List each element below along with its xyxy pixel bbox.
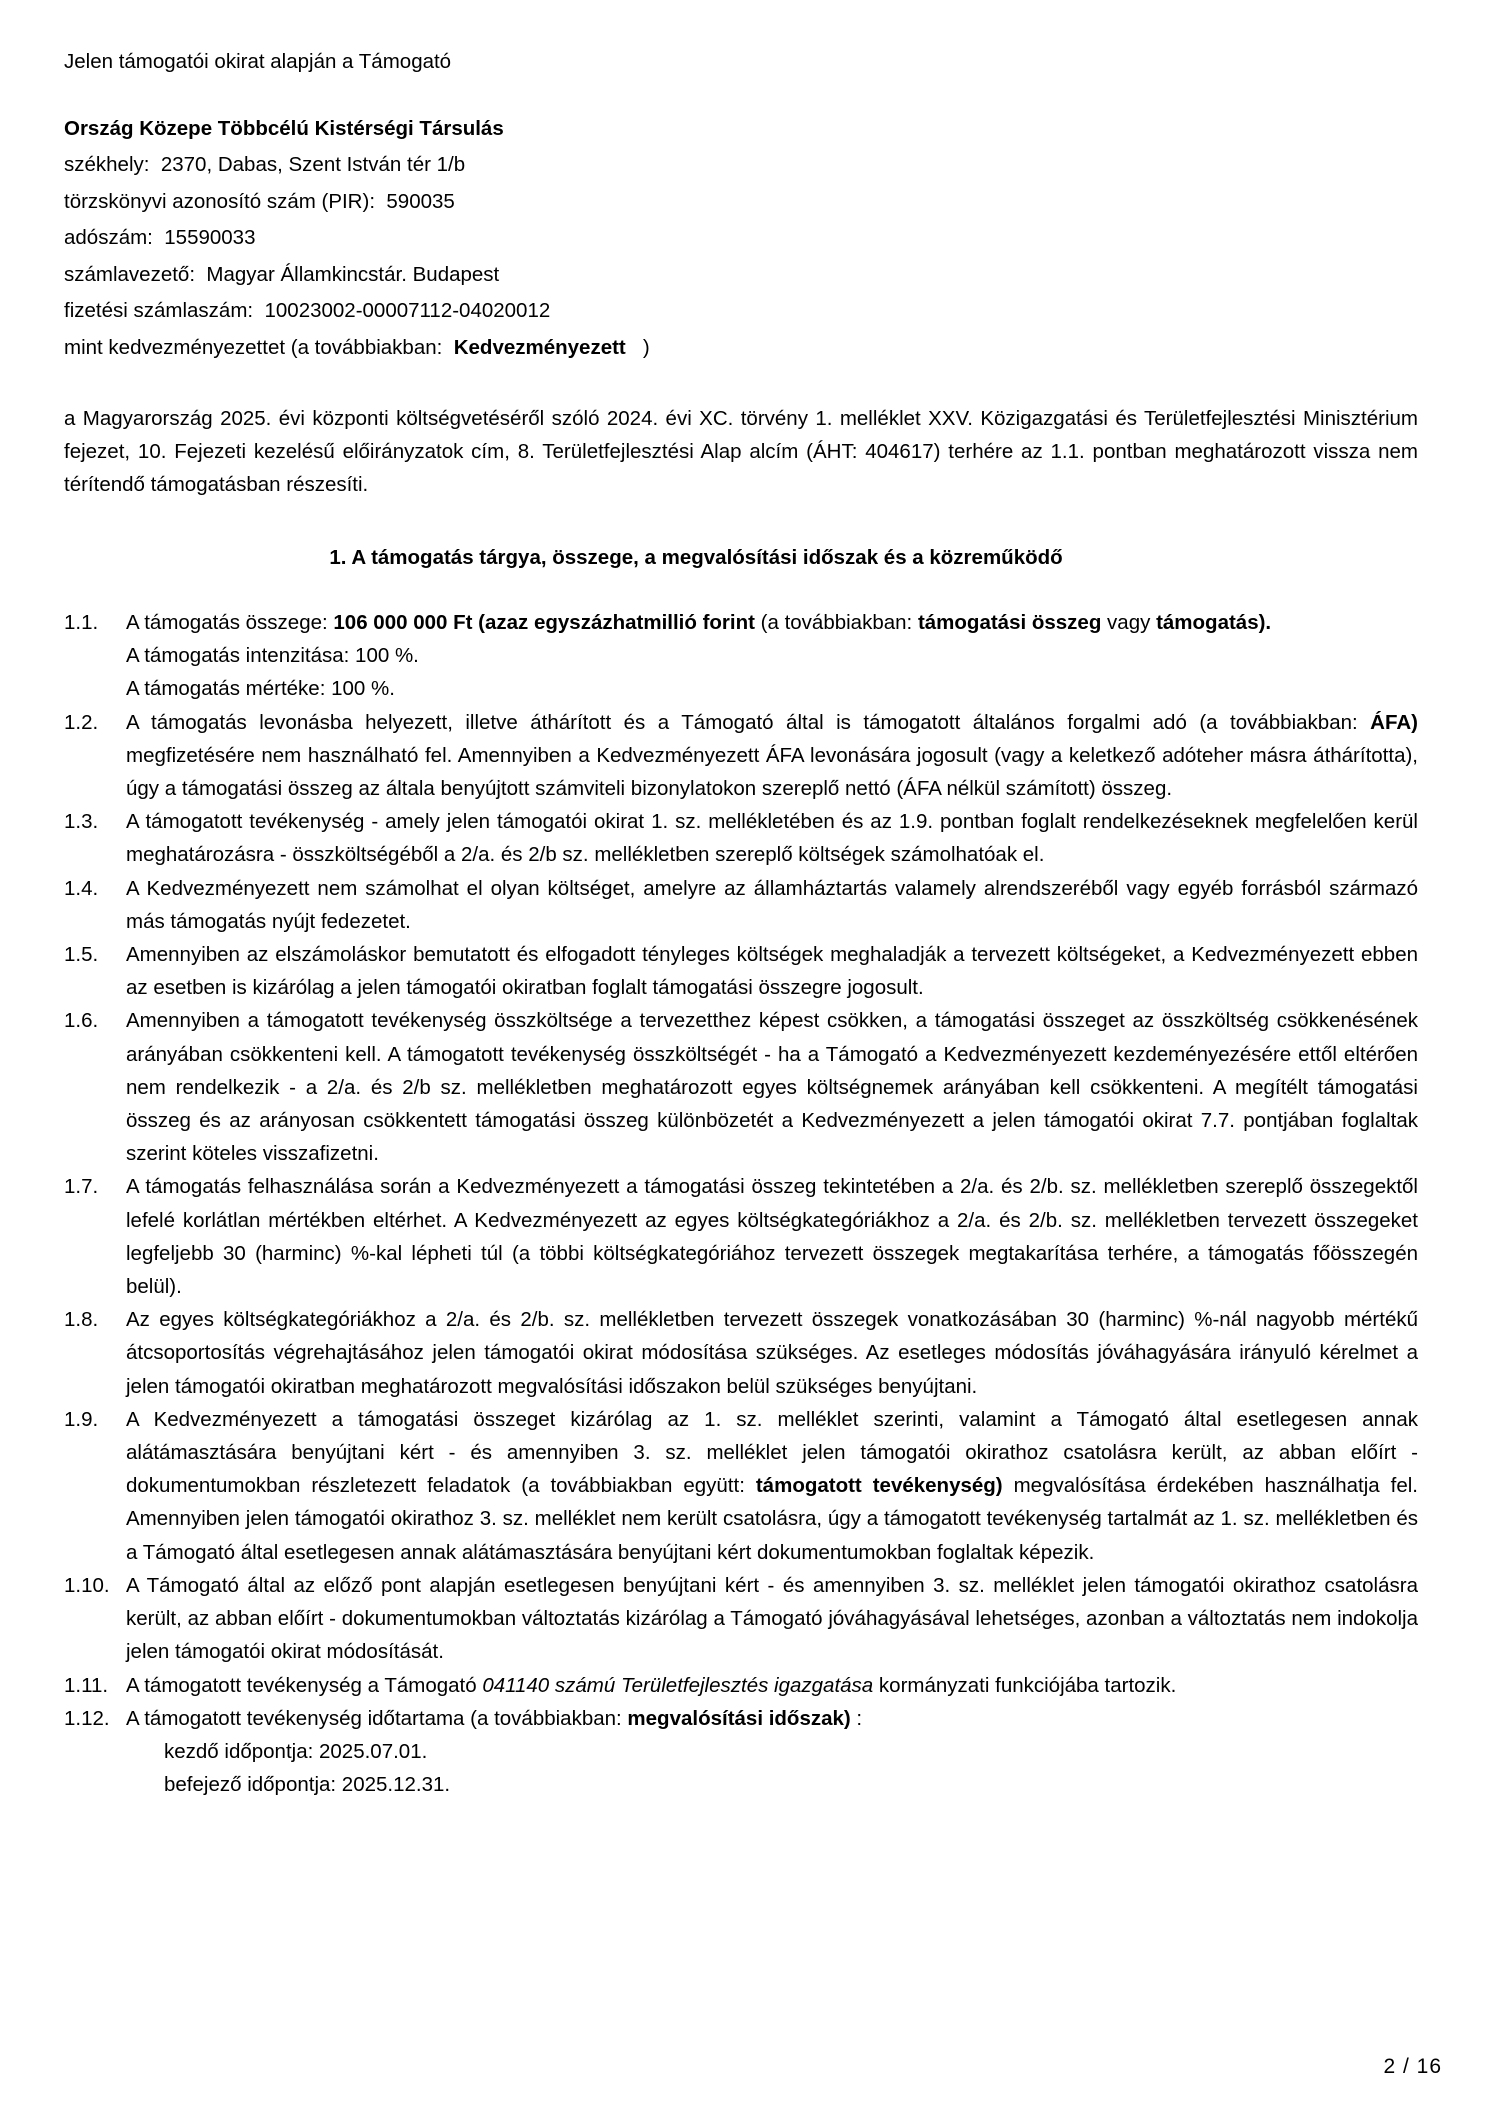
clause-item [64,1702,1448,1802]
clause-segment: Amennyiben a támogatott tevékenység összköltsége a tervezetthez képest csökken, a támogatási összeget az összköltség csökkenésének arányában csökkenteni kell. A támogatott tevékenység összköltségét - ha a Támogató a Kedvezményezett kezdeményezésére ettől eltérően nem rendelkezik - a 2/a. és 2/b sz. mellékletben meghatározott egyes költségnemek arányában kell csökkenteni. A megítélt támogatási összeg és az arányosan csökkentett támogatási összeg különbözetét a Kedvezményezett a jelen támogatói okirat 7.7. pontjában foglaltak szerint köteles visszafizetni. [126,1009,1418,1166]
beneficiary-name: Ország Közepe Többcélú Kistérségi Társulás [64,116,504,140]
clause-segment: A támogatott tevékenység - amely jelen támogatói okirat 1. sz. mellékletében és az 1.9. pontban foglalt rendelkezéseknek megfelelően kerül meghatározásra - összköltségéből a 2/a. és 2/b sz. mellékletben szereplő költségek számolhatóak el. [126,810,1418,867]
clause-number: 1.11. [64,1673,109,1697]
clause-segment: A támogatás felhasználása során a Kedvezményezett a támogatási összeg tekintetében a 2/a. és 2/b. sz. mellékletben szereplő összegektől lefelé korlátlan mértékben eltérhet. A Kedvezményezett az egyes költségkategóriákhoz a 2/a. és 2/b. sz. mellékletben tervezett összegeket legfeljebb 30 (harminc) %-kal lépheti túl (a többi költségkategóriához tervezett összegek megtakarítása terhére, a támogatás főösszegén belül). [126,1175,1418,1299]
clause-item [64,872,1448,938]
clause-body [126,1303,1448,1403]
clause-segment: megfizetésére nem használható fel. Amennyiben a Kedvezményezett ÁFA levonására jogosult (vagy a keletkező adóteher másra áthárította), úgy a támogatási összeg az általa benyújtott számviteli bizonylatokon szereplő nettó (ÁFA nélkül számított) összeg. [126,743,1418,801]
beneficiary-block [64,111,1448,367]
clause-item [64,706,1448,806]
clause-body [126,606,1448,706]
clause-number: 1.12. [64,1706,110,1730]
beneficiary-pir: törzskönyvi azonosító szám (PIR): 590035 [64,189,455,213]
clause-text [126,606,1418,639]
role-term: Kedvezményezett [453,335,626,359]
beneficiary-role-line [64,330,1448,367]
beneficiary-bank: számlavezető: Magyar Államkincstár. Budapest [64,262,500,286]
clause-number: 1.2. [64,710,99,734]
clause-text [126,1170,1418,1303]
clause-segment: támogatási összeg [917,611,1102,634]
clause-segment: vagy [1101,611,1157,634]
clause-number: 1.6. [64,1009,99,1033]
clause-segment: A Kedvezményezett a támogatási összeget kizárólag az 1. sz. melléklet szerinti, valamint a Támogató által esetlegesen annak alátámasztására benyújtani kért - és amennyiben 3. sz. melléklet jelen támogatói okirathoz csatolásra került, az abban előírt - dokumentumokban részletezett feladatok (a továbbiakban együtt: [126,1407,1418,1498]
legal-basis-paragraph: a Magyarország 2025. évi központi költségvetéséről szóló 2024. évi XC. törvény 1. melléklet XXV. Közigazgatási és Területfejlesztési Minisztérium fejezet, 10. Fejezeti kezelésű előirányzatok cím, 8. Területfejlesztési Alap alcím (ÁHT: 404617) terhére az 1.1. pontban meghatározott vissza nem térítendő támogatásban részesíti. [64,407,1418,496]
clause-sub-line: befejező időpontja: 2025.12.31. [164,1773,451,1797]
intro-line: Jelen támogatói okirat alapján a Támogató [64,50,452,73]
clause-segment: A Támogató által az előző pont alapján esetlegesen benyújtani kért - és amennyiben 3. sz. melléklet jelen támogatói okirathoz csatolásra került, az abban előírt - dokumentumokban változtatás kizárólag a Támogató jóváhagyásával lehetséges, azonban a változtatás nem indokolja jelen támogatói okirat módosítását. [126,1573,1418,1664]
clause-segment: megvalósítási időszak) [627,1706,851,1730]
clause-segment: : [850,1706,863,1730]
clause-body [126,1004,1448,1170]
clause-body [126,706,1448,806]
clause-item [64,805,1448,871]
clause-body [126,805,1448,871]
role-suffix: ) [625,335,650,359]
clause-body [126,872,1448,938]
clause-segment: (a továbbiakban: [754,611,918,634]
clause-segment: megvalósítása érdekében használhatja fel. Amennyiben jelen támogatói okirathoz 3. sz. melléklet nem került csatolásra, úgy a támogatott tevékenység tartalmát az 1. sz. mellékletben és a Támogató által esetlegesen annak alátámasztására benyújtani kért dokumentumokban foglaltak képezik. [126,1474,1418,1564]
page-footer: 2 / 16 [1383,2055,1442,2078]
clause-text [126,706,1418,806]
clause-segment: A Kedvezményezett nem számolhat el olyan költséget, amelyre az államháztartás valamely alrendszeréből vagy egyéb forrásból származó más támogatás nyújt fedezetet. [126,876,1418,933]
clause-item [64,1669,1448,1702]
clause-number: 1.4. [64,876,99,900]
clause-body [126,1170,1448,1303]
clause-number: 1.1. [64,611,99,634]
clause-segment: 106 000 000 Ft (azaz egyszázhatmillió forint [333,611,755,634]
clause-item [64,606,1448,706]
clause-number: 1.8. [64,1308,99,1332]
clause-segment: A támogatás összege: [126,611,334,634]
clause-number: 1.7. [64,1175,99,1199]
clause-segment: Az egyes költségkategóriákhoz a 2/a. és 2/b. sz. mellékletben tervezett összegek vonatkozásában 30 (harminc) %-nál nagyobb mértékű átcsoportosítás végrehajtásához jelen támogatói okirat módosítása szükséges. Az esetleges módosítás jóváhagyására irányuló kérelmet a jelen támogatói okiratban meghatározott megvalósítási időszakon belül szükséges benyújtani. [126,1308,1418,1398]
clause-sub-line: A támogatás mértéke: 100 %. [126,677,395,701]
clause-text [126,1303,1418,1403]
clause-item [64,1569,1448,1669]
role-prefix: mint kedvezményezettet (a továbbiakban: [64,335,454,359]
clause-body [126,938,1448,1004]
clause-segment: A támogatott tevékenység a Támogató [126,1673,483,1697]
beneficiary-account-number: fizetési számlaszám: 10023002-00007112-04020012 [64,299,551,322]
clause-text [126,1669,1418,1702]
beneficiary-seat: székhely: 2370, Dabas, Szent István tér 1/b [64,153,466,176]
clause-segment: A támogatott tevékenység időtartama (a továbbiakban: [126,1706,628,1730]
clause-item [64,1004,1448,1170]
clause-sub-line: A támogatás intenzitása: 100 %. [126,644,419,668]
clause-text [126,1702,1418,1735]
clause-item [64,1170,1448,1303]
clause-number: 1.10. [64,1573,110,1597]
clause-text [126,872,1418,938]
beneficiary-tax-number: adószám: 15590033 [64,226,256,249]
clause-body [126,1669,1448,1702]
clause-text [126,805,1418,871]
clause-segment: Amennyiben az elszámoláskor bemutatott és elfogadott tényleges költségek meghaladják a tervezett költségeket, a Kedvezményezett ebben az esetben is kizárólag a jelen támogatói okiratban foglalt támogatási összegre jogosult. [126,943,1418,1000]
section-title: 1. A támogatás tárgya, összege, a megvalósítási időszak és a közreműködő [329,546,1063,569]
clause-number: 1.3. [64,810,99,834]
clause-segment: kormányzati funkciójába tartozik. [873,1673,1177,1697]
clause-text [126,1569,1418,1669]
clause-body [126,1702,1448,1802]
clause-item [64,1403,1448,1569]
clause-item [64,1303,1448,1403]
clause-body [126,1569,1448,1669]
clause-number: 1.9. [64,1407,99,1431]
clause-segment: támogatott tevékenység) [755,1474,1003,1498]
clause-list [64,606,1448,1801]
clause-body [126,1403,1448,1569]
clause-segment: támogatás). [1156,611,1272,634]
clause-segment: A támogatás levonásba helyezett, illetve áthárított és a Támogató által is támogatott általános forgalmi adó (a továbbiakban: [126,710,1371,734]
clause-segment: ÁFA) [1370,710,1418,734]
clause-sub-line: kezdő időpontja: 2025.07.01. [164,1739,428,1763]
clause-text [126,1004,1418,1170]
clause-text [126,938,1418,1004]
clause-segment: 041140 számú Területfejlesztés igazgatása [482,1673,874,1697]
clause-text [126,1403,1418,1569]
clause-number: 1.5. [64,943,99,967]
clause-item [64,938,1448,1004]
